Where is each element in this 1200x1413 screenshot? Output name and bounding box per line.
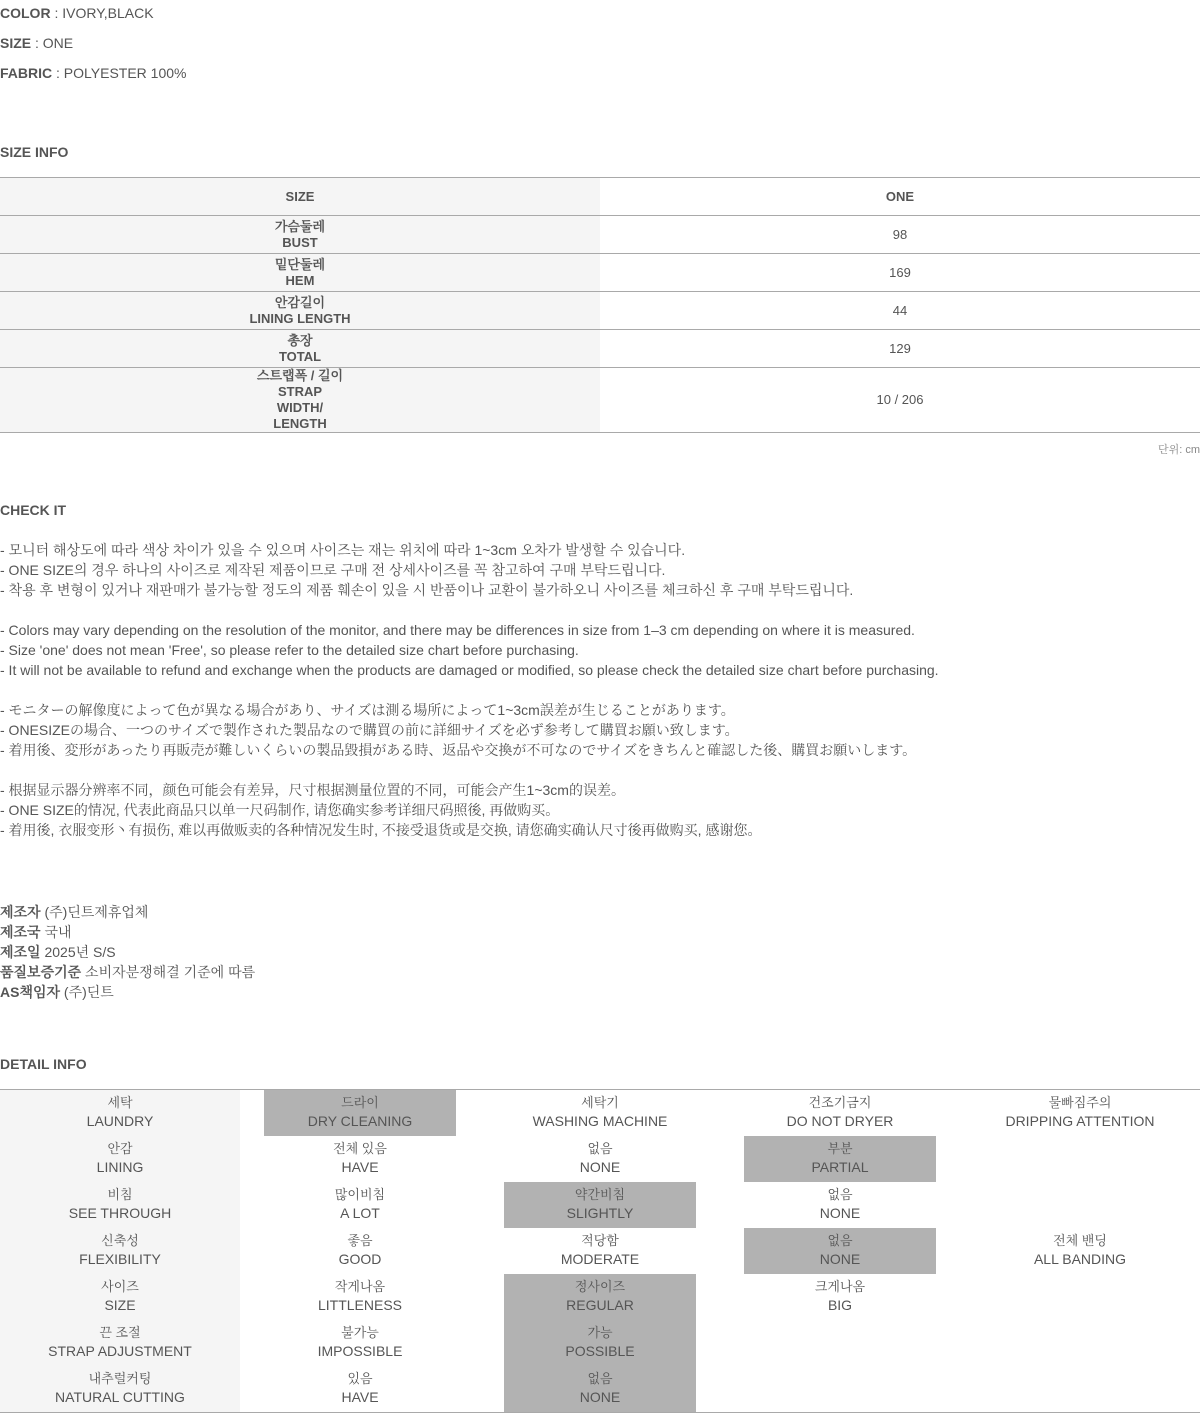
check-line: - Colors may vary depending on the resolution of the monitor, and there may be differences in size from 1–3 cm depending on where it is measured. xyxy=(0,622,915,638)
check-line: - ONE SIZE的情况, 代表此商品只以单一尺码制作, 请您确实参考详细尺码照後, 再做购买。 xyxy=(0,802,560,818)
maker-as xyxy=(0,982,114,1002)
option-ko: 크게나옴 xyxy=(814,1279,866,1294)
measure-value: 10 / 206 xyxy=(600,368,1200,433)
head-en: LAUNDRY xyxy=(86,1113,154,1129)
spec-size xyxy=(0,35,73,51)
check-line: - ONE SIZE의 경우 하나의 사이즈로 제작된 제품이므로 구매 전 상세사이즈를 꼭 참고하여 구매 부탁드립니다. xyxy=(0,562,666,578)
maker-value: 국내 xyxy=(40,924,72,940)
maker-quality xyxy=(0,962,255,982)
spec-fabric xyxy=(0,65,186,81)
option-en: DRY CLEANING xyxy=(307,1113,413,1129)
measure-label-en: STRAP xyxy=(277,384,323,399)
measure-label-ko: 안감길이 xyxy=(274,294,326,310)
detail-option xyxy=(744,1320,936,1366)
head-en: SEE THROUGH xyxy=(68,1205,172,1221)
option-ko: 없음 xyxy=(827,1233,853,1248)
head-en: NATURAL CUTTING xyxy=(55,1389,185,1405)
head-en: SIZE xyxy=(104,1297,136,1313)
table-header-row xyxy=(0,178,1200,216)
spec-key: SIZE xyxy=(0,35,32,51)
maker-value: 소비자분쟁해결 기준에 따름 xyxy=(81,964,256,980)
option-en: NONE xyxy=(819,1205,861,1221)
detail-option xyxy=(504,1182,696,1228)
option-ko: 없음 xyxy=(587,1371,613,1386)
detail-row xyxy=(0,1320,1200,1366)
detail-row-head xyxy=(0,1320,240,1366)
measure-label-en: BUST xyxy=(282,234,318,250)
option-ko: 적당함 xyxy=(581,1233,619,1248)
spec-color xyxy=(0,5,154,21)
measure-label xyxy=(0,292,600,330)
head-ko: 끈 조절 xyxy=(99,1325,141,1340)
detail-option xyxy=(744,1366,936,1412)
detail-row xyxy=(0,1366,1200,1412)
maker-key: 품질보증기준 xyxy=(0,964,82,980)
table-row xyxy=(0,368,1200,433)
head-en: FLEXIBILITY xyxy=(79,1251,161,1267)
detail-option xyxy=(264,1320,456,1366)
table-row xyxy=(0,216,1200,254)
detail-option xyxy=(744,1136,936,1182)
detail-row-head xyxy=(0,1366,240,1412)
maker-key: AS책임자 xyxy=(0,984,61,1000)
measure-label-ko: 총장 xyxy=(287,332,313,348)
option-ko: 있음 xyxy=(347,1371,373,1386)
detail-option xyxy=(984,1228,1176,1274)
detail-row-head xyxy=(0,1136,240,1182)
measure-label xyxy=(0,254,600,292)
option-ko: 좋음 xyxy=(347,1233,373,1248)
measure-label-ko: 밑단둘레 xyxy=(274,256,326,272)
head-ko: 안감 xyxy=(107,1141,133,1156)
measure-label-en: TOTAL xyxy=(278,348,322,364)
check-line: - Size 'one' does not mean 'Free', so please refer to the detailed size chart before purchasing. xyxy=(0,642,579,658)
option-en: HAVE xyxy=(341,1159,379,1175)
maker-value: (주)딘트제휴업체 xyxy=(40,904,149,920)
measure-label xyxy=(0,330,600,368)
check-line: - 根据显示器分辨率不同，颜色可能会有差异，尺寸根据测量位置的不同，可能会产生1~3cm的误差。 xyxy=(0,782,625,798)
detail-row-head xyxy=(0,1090,240,1136)
detail-info-title: DETAIL INFO xyxy=(0,1056,87,1072)
check-it-title: CHECK IT xyxy=(0,502,67,518)
option-ko: 작게나옴 xyxy=(334,1279,386,1294)
detail-option xyxy=(744,1228,936,1274)
option-ko: 없음 xyxy=(827,1187,853,1202)
detail-option xyxy=(984,1182,1176,1228)
option-en: DO NOT DRYER xyxy=(786,1113,894,1129)
option-en: SLIGHTLY xyxy=(566,1205,634,1221)
size-header-label: SIZE xyxy=(0,178,600,216)
spec-key: FABRIC xyxy=(0,65,53,81)
measure-label xyxy=(0,368,600,433)
option-en: HAVE xyxy=(341,1389,379,1405)
option-en: BIG xyxy=(827,1297,853,1313)
table-row xyxy=(0,292,1200,330)
option-en: GOOD xyxy=(338,1251,382,1267)
option-en: NONE xyxy=(579,1389,621,1405)
measure-value: 98 xyxy=(600,216,1200,254)
measure-value: 129 xyxy=(600,330,1200,368)
option-ko: 전체 있음 xyxy=(333,1141,387,1156)
maker-manufacturer xyxy=(0,902,148,922)
detail-option xyxy=(504,1366,696,1412)
detail-option xyxy=(744,1090,936,1136)
option-en: REGULAR xyxy=(566,1297,634,1313)
option-en: ALL BANDING xyxy=(1033,1251,1127,1267)
head-ko: 내추럴커팅 xyxy=(88,1371,152,1386)
option-ko: 전체 밴딩 xyxy=(1053,1233,1107,1248)
check-line: - モニターの解像度によって色が異なる場合があり、サイズは測る場所によって1~3cm誤差が生じることがあります。 xyxy=(0,702,735,718)
head-en: STRAP ADJUSTMENT xyxy=(48,1343,192,1359)
option-ko: 부분 xyxy=(827,1141,853,1156)
option-ko: 건조기금지 xyxy=(808,1095,872,1110)
detail-option xyxy=(984,1320,1176,1366)
option-en: NONE xyxy=(819,1251,861,1267)
detail-row xyxy=(0,1228,1200,1274)
detail-row xyxy=(0,1136,1200,1182)
detail-option xyxy=(984,1274,1176,1320)
option-en: MODERATE xyxy=(560,1251,640,1267)
size-table xyxy=(0,177,1200,433)
maker-country xyxy=(0,922,72,942)
size-info-title: SIZE INFO xyxy=(0,144,69,160)
detail-option xyxy=(264,1090,456,1136)
option-ko: 없음 xyxy=(587,1141,613,1156)
measure-label xyxy=(0,216,600,254)
detail-option xyxy=(744,1274,936,1320)
detail-row-head xyxy=(0,1228,240,1274)
detail-row xyxy=(0,1182,1200,1228)
maker-value: 2025년 S/S xyxy=(40,944,116,960)
detail-row xyxy=(0,1274,1200,1320)
detail-row-head xyxy=(0,1274,240,1320)
check-line: - 着用後、変形があったり再販売が難しいくらいの製品毀損がある時、返品や交換が不可なのでサイズをきちんと確認した後、購買お願いします。 xyxy=(0,742,917,758)
maker-key: 제조일 xyxy=(0,944,41,960)
measure-label-en: LINING LENGTH xyxy=(249,310,351,326)
head-en: LINING xyxy=(96,1159,144,1175)
check-line: - 着用後, 衣服变形丶有损伤, 难以再做贩卖的各种情况发生时, 不接受退货或是交换, 请您确实确认尺寸後再做购买, 感谢您。 xyxy=(0,822,762,838)
detail-option xyxy=(984,1366,1176,1412)
detail-row xyxy=(0,1090,1200,1136)
measure-label-ko: 스트랩폭 / 길이 xyxy=(256,368,344,383)
maker-key: 제조국 xyxy=(0,924,41,940)
detail-option xyxy=(504,1228,696,1274)
maker-value: (주)딘트 xyxy=(60,984,114,1000)
size-header-value: ONE xyxy=(600,178,1200,216)
detail-option xyxy=(264,1228,456,1274)
detail-option xyxy=(744,1182,936,1228)
maker-date xyxy=(0,942,116,962)
measure-value: 169 xyxy=(600,254,1200,292)
check-line: - 착용 후 변형이 있거나 재판매가 불가능할 정도의 제품 훼손이 있을 시 반품이나 교환이 불가하오니 사이즈를 체크하신 후 구매 부탁드립니다. xyxy=(0,582,854,598)
option-ko: 약간비침 xyxy=(574,1187,626,1202)
head-ko: 신축성 xyxy=(101,1233,139,1248)
detail-option xyxy=(984,1090,1176,1136)
option-en: POSSIBLE xyxy=(565,1343,635,1359)
option-en: WASHING MACHINE xyxy=(532,1113,668,1129)
option-ko: 가능 xyxy=(587,1325,613,1340)
option-ko: 물빠짐주의 xyxy=(1048,1095,1112,1110)
measure-label-en: HEM xyxy=(285,272,315,288)
option-en: IMPOSSIBLE xyxy=(317,1343,403,1359)
option-ko: 드라이 xyxy=(341,1095,379,1110)
table-row xyxy=(0,330,1200,368)
detail-table xyxy=(0,1089,1200,1413)
option-ko: 세탁기 xyxy=(581,1095,619,1110)
option-en: DRIPPING ATTENTION xyxy=(1005,1113,1155,1129)
spec-key: COLOR xyxy=(0,5,51,21)
option-en: PARTIAL xyxy=(811,1159,869,1175)
measure-label-ko: 가슴둘레 xyxy=(274,218,326,234)
detail-option xyxy=(504,1274,696,1320)
detail-row-head xyxy=(0,1182,240,1228)
option-ko: 불가능 xyxy=(341,1325,379,1340)
check-line: - ONESIZEの場合、一つのサイズで製作された製品なので購買の前に詳細サイズを必ず参考して購買お願い致します。 xyxy=(0,722,739,738)
option-en: LITTLENESS xyxy=(317,1297,403,1313)
measure-label-en: LENGTH xyxy=(273,416,327,431)
option-en: A LOT xyxy=(340,1205,380,1221)
measure-value: 44 xyxy=(600,292,1200,330)
detail-option xyxy=(504,1136,696,1182)
table-row xyxy=(0,254,1200,292)
detail-option xyxy=(264,1136,456,1182)
detail-option xyxy=(264,1182,456,1228)
detail-option xyxy=(504,1320,696,1366)
option-en: NONE xyxy=(579,1159,621,1175)
maker-key: 제조자 xyxy=(0,904,41,920)
spec-value: : POLYESTER 100% xyxy=(52,65,187,81)
detail-option xyxy=(984,1136,1176,1182)
spec-value: : ONE xyxy=(31,35,74,51)
measure-label-en: WIDTH/ xyxy=(276,400,324,415)
head-ko: 사이즈 xyxy=(101,1279,139,1294)
detail-option xyxy=(264,1274,456,1320)
check-line: - It will not be available to refund and exchange when the products are damaged or modified, so please check the detailed size chart before purchasing. xyxy=(0,662,939,678)
check-line: - 모니터 해상도에 따라 색상 차이가 있을 수 있으며 사이즈는 재는 위치에 따라 1~3cm 오차가 발생할 수 있습니다. xyxy=(0,542,686,558)
head-ko: 비침 xyxy=(107,1187,133,1202)
option-ko: 정사이즈 xyxy=(574,1279,626,1294)
unit-note: 단위: cm xyxy=(1157,444,1200,456)
head-ko: 세탁 xyxy=(107,1095,133,1110)
detail-option xyxy=(264,1366,456,1412)
spec-value: : IVORY,BLACK xyxy=(50,5,154,21)
detail-option xyxy=(504,1090,696,1136)
option-ko: 많이비침 xyxy=(334,1187,386,1202)
